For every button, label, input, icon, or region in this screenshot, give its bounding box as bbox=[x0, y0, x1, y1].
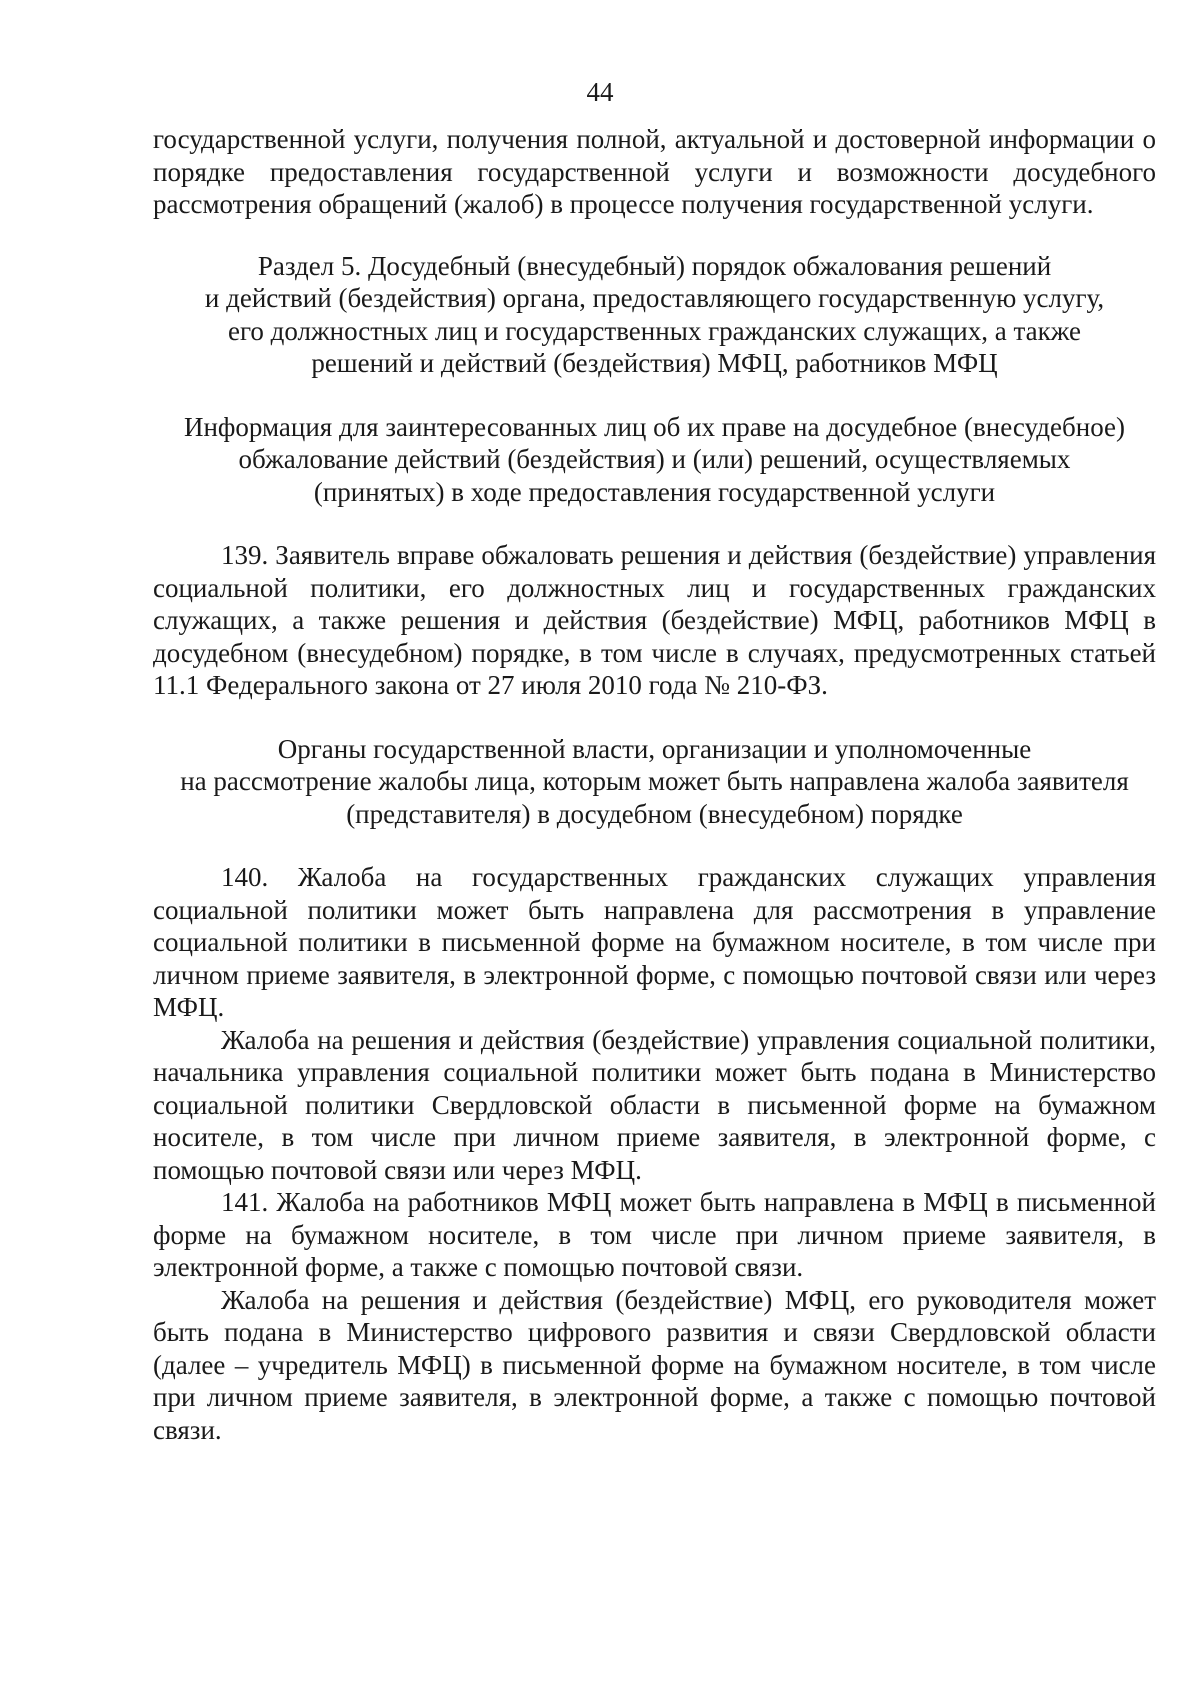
paragraph-139: 139. Заявитель вправе обжаловать решения и действия (бездействие) управления социальной политики, его должностных лиц и государственных гражданских служащих, а также решения и действия (бездействие) МФЦ, работников МФЦ в досудебном (внесудебном) порядке, в том числе в случаях, предусмотренных статьей 11.1 Федерального закона от 27 июля 2010 года № 210-ФЗ. bbox=[153, 540, 1156, 700]
section-heading bbox=[153, 250, 1156, 380]
subheading-info-line: обжалование действий (бездействия) и (или) решений, осуществляемых bbox=[238, 444, 1071, 474]
intro-paragraph: государственной услуги, получения полной, актуальной и достоверной информации о порядке предоставления государственной услуги и возможности досудебного рассмотрения обращений (жалоб) в процессе получения государственной услуги. bbox=[153, 124, 1156, 219]
paragraph-141-continued: Жалоба на решения и действия (бездействие) МФЦ, его руководителя может быть подана в Министерство цифрового развития и связи Свердловской области (далее – учредитель МФЦ) в письменной форме на бумажном носителе, в том числе при личном приеме заявителя, в электронной форме, а также с помощью почтовой связи. bbox=[153, 1284, 1156, 1445]
subheading-organs-line: Органы государственной власти, организации и уполномоченные bbox=[277, 733, 1032, 764]
subheading-organs-line: (представителя) в досудебном (внесудебном) порядке bbox=[346, 798, 963, 829]
paragraph-140-continued: Жалоба на решения и действия (бездействие) управления социальной политики, начальника управления социальной политики может быть подана в Министерство социальной политики Свердловской области в письменной форме на бумажном носителе, в том числе при личном приеме заявителя, в электронной форме, с помощью почтовой связи или через МФЦ. bbox=[153, 1024, 1156, 1185]
section-heading-line: решений и действий (бездействия) МФЦ, работников МФЦ bbox=[311, 348, 998, 378]
subheading-organs-line: на рассмотрение жалобы лица, которым может быть направлена жалоба заявителя bbox=[180, 766, 1129, 796]
section-heading-line: Раздел 5. Досудебный (внесудебный) порядок обжалования решений bbox=[257, 250, 1052, 281]
section-heading-line: и действий (бездействия) органа, предоставляющего государственную услугу, bbox=[204, 283, 1105, 313]
section-heading-line: его должностных лиц и государственных гражданских служащих, а также bbox=[228, 315, 1081, 346]
paragraph-140: 140. Жалоба на государственных гражданских служащих управления социальной политики может быть направлена для рассмотрения в управление социальной политики в письменной форме на бумажном носителе, в том числе при личном приеме заявителя, в электронной форме, с помощью почтовой связи или через МФЦ. bbox=[153, 862, 1156, 1022]
paragraph-141: 141. Жалоба на работников МФЦ может быть направлена в МФЦ в письменной форме на бумажном носителе, в том числе при личном приеме заявителя, в электронной форме, а также с помощью почтовой связи. bbox=[153, 1187, 1156, 1282]
subheading-info-line: Информация для заинтересованных лиц об их праве на досудебное (внесудебное) bbox=[183, 411, 1126, 442]
subheading-organs bbox=[153, 733, 1156, 831]
page-number: 44 bbox=[586, 77, 614, 107]
subheading-info bbox=[153, 411, 1156, 509]
subheading-info-line: (принятых) в ходе предоставления государственной услуги bbox=[313, 476, 996, 507]
document-body bbox=[153, 123, 1156, 1446]
